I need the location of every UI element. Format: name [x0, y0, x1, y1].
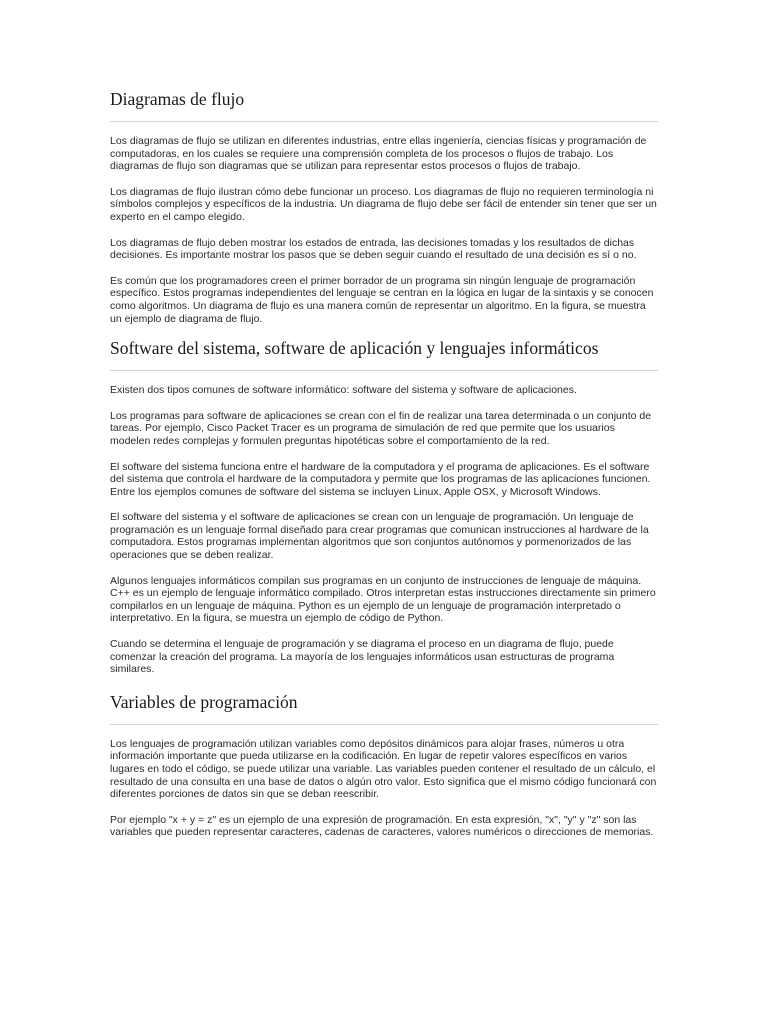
- section-divider: [110, 724, 658, 725]
- paragraph: Existen dos tipos comunes de software informático: software del sistema y software de aplicaciones.: [110, 384, 577, 397]
- section-divider: [110, 121, 658, 122]
- paragraph: El software del sistema y el software de aplicaciones se crean con un lenguaje de programación. Un lenguaje de programación es un lenguaje formal diseñado para crear programas que comunican instrucciones al hardware de la computadora. Estos programas implementan algoritmos que son conjuntos autónomos y pormenorizados de las operaciones que se deben realizar.: [110, 511, 649, 562]
- paragraph: Es común que los programadores creen el primer borrador de un programa sin ningún lenguaje de programación específico. Estos programas independientes del lenguaje se centran en la lógica en lugar de la sintaxis y se conocen como algoritmos. Un diagrama de flujo es una manera común de representar un algoritmo. En la figura, se muestra un ejemplo de diagrama de flujo.: [110, 274, 654, 325]
- paragraph: Los diagramas de flujo deben mostrar los estados de entrada, las decisiones tomadas y los resultados de dichas decisiones. Es importante mostrar los pasos que se deben seguir cuando el resultado de una decisión es sí o no.: [110, 236, 637, 262]
- section-heading-variables-de-programacion: Variables de programación: [110, 691, 298, 712]
- paragraph: El software del sistema funciona entre el hardware de la computadora y el programa de aplicaciones. Es el software del sistema que controla el hardware de la computadora y permite que los programas de las aplicaciones funcionen. Entre los ejemplos comunes de software del sistema se incluyen Linux, Apple OSX, y Microsoft Windows.: [110, 460, 651, 498]
- paragraph: Los diagramas de flujo se utilizan en diferentes industrias, entre ellas ingeniería, ciencias físicas y programación de computadoras, en los cuales se requiere una comprensión completa de los procesos o flujos de trabajo. Los diagramas de flujo son diagramas que se utilizan para representar estos procesos o flujos de trabajo.: [110, 135, 647, 173]
- section-divider: [110, 370, 658, 371]
- paragraph: Los programas para software de aplicaciones se crean con el fin de realizar una tarea determinada o un conjunto de tareas. Por ejemplo, Cisco Packet Tracer es un programa de simulación de red que permite que los usuarios modelen redes complejas y formulen preguntas hipotéticas sobre el comportamiento de la red.: [110, 409, 652, 447]
- section-heading-software-del-sistema: Software del sistema, software de aplicación y lenguajes informáticos: [110, 338, 599, 359]
- document-page: [110, 80, 658, 839]
- paragraph: Algunos lenguajes informáticos compilan sus programas en un conjunto de instrucciones de lenguaje de máquina. C++ es un ejemplo de lenguaje informático compilado. Otros interpretan estas instrucciones directamente sin primero compilarlos en un lenguaje de máquina. Python es un ejemplo de un lenguaje de programación interpretado o interpretativo. En la figura, se muestra un ejemplo de código de Python.: [110, 574, 656, 625]
- paragraph: Los lenguajes de programación utilizan variables como depósitos dinámicos para alojar frases, números u otra información importante que pueda utilizarse en la codificación. En lugar de repetir valores específicos en varios lugares en todo el código, se puede utilizar una variable. Las variables pueden contener el resultado de un cálculo, el resultado de una consulta en una base de datos o algún otro valor. Esto significa que el mismo código funcionará con diferentes porciones de datos sin que se deban reescribir.: [110, 737, 657, 801]
- paragraph: Los diagramas de flujo ilustran cómo debe funcionar un proceso. Los diagramas de flujo no requieren terminología ni símbolos complejos y específicos de la industria. Un diagrama de flujo debe ser fácil de entender sin tener que ser un experto en el campo elegido.: [110, 185, 657, 223]
- section-heading-diagramas-de-flujo: Diagramas de flujo: [110, 89, 245, 109]
- paragraph: Por ejemplo "x + y = z" es un ejemplo de una expresión de programación. En esta expresión, "x", "y" y "z" son las variables que pueden representar caracteres, cadenas de caracteres, valores numéricos o direcciones de memorias.: [110, 813, 654, 839]
- paragraph: Cuando se determina el lenguaje de programación y se diagrama el proceso en un diagrama de flujo, puede comenzar la creación del programa. La mayoría de los lenguajes informáticos usan estructuras de programa similares.: [110, 638, 615, 676]
